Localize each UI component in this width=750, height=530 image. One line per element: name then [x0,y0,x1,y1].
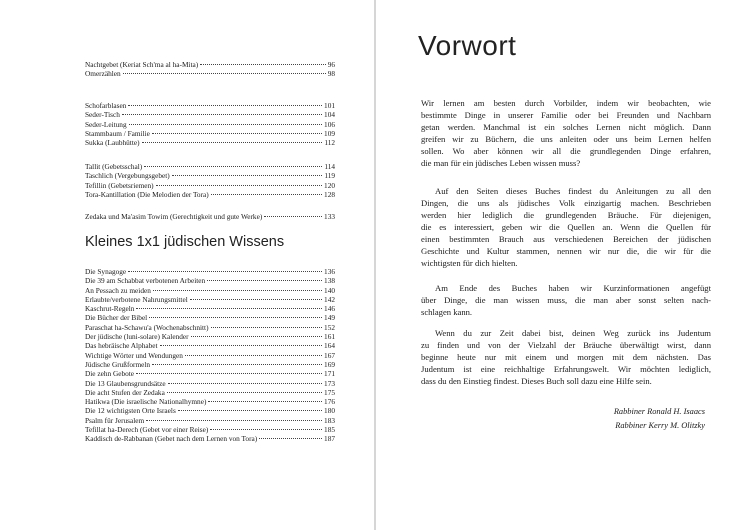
toc-entry-title: Die acht Stufen der Zedaka [85,387,165,397]
toc-entry [85,379,335,388]
toc-entry-title: Tora-Kantillation (Die Melodien der Tora) [85,189,209,199]
toc-entry [85,341,335,350]
toc-entry [85,276,335,285]
foreword-line: sollen. Wo aber können wir all die grundlegenden Dinge erfahren, [421,146,711,156]
toc-entry-page: 171 [324,369,335,379]
toc-entry-title: Der jüdische (luni-solare) Kalender [85,332,189,342]
toc-entry [85,425,335,434]
toc-dot-leader [129,124,322,125]
toc-group-2 [85,101,335,147]
toc-dot-leader [210,429,322,430]
toc-dot-leader [152,133,322,134]
toc-dot-leader [211,327,323,328]
toc-group-4 [85,212,335,221]
toc-entry-title: Sukka (Laubhütte) [85,138,140,148]
toc-entry [85,171,335,180]
foreword-line: bestimmte Dinge in unserer Familie oder bei Freunden und Nachbarn [421,110,711,120]
toc-entry [85,434,335,443]
toc-entry [85,304,335,313]
toc-entry-page: 142 [324,294,335,304]
foreword-line: Auf den Seiten dieses Buches findest du Anleitungen zu all den [435,186,711,196]
toc-dot-leader [259,438,322,439]
toc-entry-title: Schofarblasen [85,101,127,110]
toc-group-1 [85,60,335,79]
toc-dot-leader [264,216,322,217]
toc-entry [85,351,335,360]
toc-dot-leader [160,345,323,346]
toc-entry-page: 173 [324,378,335,388]
toc-dot-leader [144,166,322,167]
toc-entry-page: 149 [324,313,335,323]
toc-entry [85,360,335,369]
toc-entry [85,101,335,110]
toc-entry-page: 161 [324,332,335,342]
toc-dot-leader [128,105,322,106]
toc-entry-page: 164 [324,341,335,351]
toc-entry-page: 152 [324,322,335,332]
toc-dot-leader [142,142,323,143]
toc-dot-leader [128,271,322,272]
foreword-line: Am Ende des Buches haben wir Kurzinformationen angefügt [435,283,711,293]
toc-dot-leader [191,336,323,337]
toc-entry-page: 146 [324,304,335,314]
toc-entry-title: Die 13 Glaubensgrundsätze [85,378,166,388]
foreword-line: einen bestimmten Brauch aus verschiedenen Bereichen der jüdischen [421,234,711,244]
left-page-contents [0,0,374,530]
toc-entry-title: Die 12 wichtigsten Orte Israels [85,406,176,416]
toc-entry-title: Seder-Leitung [85,119,127,129]
toc-section-list [85,267,335,444]
toc-entry-title: Erlaubte/verbotene Nahrungsmittel [85,294,188,304]
toc-entry [85,416,335,425]
toc-entry-title: Kaschrut-Regeln [85,304,135,314]
toc-entry-page: 176 [324,397,335,407]
toc-entry-page: 167 [324,350,335,360]
toc-entry-page: 138 [324,276,335,286]
toc-dot-leader [122,114,322,115]
toc-entry [85,162,335,171]
toc-dot-leader [156,185,322,186]
foreword-paragraph [421,185,711,269]
foreword-line: Wenn du zur Zeit dabei bist, deinen Weg zurück ins Judentum [435,328,711,338]
toc-entry [85,267,335,276]
toc-dot-leader [211,194,322,195]
section-title: Kleines 1x1 jüdischen Wissens [85,234,285,250]
foreword-line: Geschichte und Kultur stammen, nennen wir nur die, die wir für die [421,246,711,256]
toc-entry [85,388,335,397]
foreword-line: Dingen, die uns als jüdisches Volk einzigartig machen. Beschrieben [421,198,711,208]
toc-entry [85,138,335,147]
toc-dot-leader [149,317,322,318]
toc-entry-title: Die zehn Gebote [85,369,135,379]
toc-entry-page: 109 [324,128,335,138]
toc-entry-title: Tefillat ha-Derech (Gebet vor einer Reise) [85,425,209,435]
toc-entry-title: Stammbaum / Familie [85,128,150,138]
toc-entry [85,181,335,190]
foreword-line: dass du den Einstieg findest. Dieses Buch soll dazu eine Hilfe sein. [421,376,652,386]
toc-entry [85,323,335,332]
toc-entry-title: An Pessach zu meiden [85,285,151,295]
toc-entry-page: 180 [324,406,335,416]
foreword-line: Wir lernen am besten durch Vorbilder, indem wir beobachten, wie [421,98,711,108]
toc-entry [85,69,335,78]
foreword-line: greifen wir zu Büchern, die uns anleiten oder uns beim Lernen helfen [421,134,711,144]
foreword-line: beginne heute nur mit einem und morgen mit dem nächsten. Das [421,352,711,362]
toc-entry [85,369,335,378]
toc-entry-page: 120 [324,180,335,190]
toc-entry-page: 175 [324,387,335,397]
foreword-line: die es interessiert, geben wir die Quellen an. Wenn die Quellen für [421,222,711,232]
toc-dot-leader [178,410,322,411]
toc-entry-title: Die 39 am Schabbat verbotenen Arbeiten [85,276,206,286]
toc-entry [85,332,335,341]
toc-entry-title: Seder-Tisch [85,110,120,120]
toc-entry-title: Tefillin (Gebetsriemen) [85,180,154,190]
foreword-line: die man für ein jüdisches Leben wissen muss? [421,158,581,168]
toc-entry-page: 114 [324,162,335,171]
toc-entry [85,212,335,221]
toc-dot-leader [172,175,323,176]
foreword-paragraph [421,327,711,387]
toc-entry-title: Die Synagoge [85,267,127,276]
toc-dot-leader [146,420,322,421]
toc-dot-leader [123,73,326,74]
foreword-paragraph [421,97,711,169]
toc-entry [85,397,335,406]
foreword-title: Vorwort [418,30,517,61]
toc-dot-leader [207,280,322,281]
foreword-line: werden hier lediglich die grundlegenden Bräuche. Für diejenigen, [421,210,711,220]
toc-dot-leader [168,383,322,384]
toc-dot-leader [136,308,322,309]
toc-entry-page: 185 [324,425,335,435]
toc-entry [85,60,335,69]
toc-dot-leader [200,64,326,65]
toc-entry-page: 136 [324,267,335,276]
toc-entry [85,406,335,415]
toc-dot-leader [185,355,322,356]
foreword-line: zu finden und von der Vielzahl der Bräuche überwältigt wirst, dann [421,340,711,350]
toc-dot-leader [208,401,322,402]
toc-entry [85,313,335,322]
toc-entry [85,110,335,119]
foreword-paragraph [421,282,711,318]
toc-entry-page: 101 [324,101,335,110]
toc-entry-page: 128 [324,189,335,199]
toc-entry-page: 133 [324,212,335,221]
right-page-foreword [376,0,750,530]
foreword-line: schlagen kann. [421,307,473,317]
toc-entry-title: Tallit (Gebetsschal) [85,162,143,171]
toc-entry-page: 112 [324,138,335,148]
toc-entry [85,295,335,304]
toc-entry-page: 119 [324,171,335,181]
toc-entry-page: 96 [327,60,335,69]
toc-entry-title: Die Bücher der Bibel [85,313,148,323]
toc-group-3 [85,162,335,199]
toc-entry-title: Omerzählen [85,69,121,79]
toc-entry-page: 104 [324,110,335,120]
toc-entry-title: Taschlich (Vergebungsgebet) [85,171,170,181]
toc-entry [85,120,335,129]
foreword-line: getan werden. Manchmal ist ein solches Lernen nicht möglich. Dann [421,122,711,132]
toc-entry [85,129,335,138]
toc-entry-page: 98 [327,69,335,79]
toc-entry-title: Jüdische Grußformeln [85,359,151,369]
foreword-line: Judentum ist eine reichhaltige Erfahrungswelt. Wir möchten lediglich, [421,364,711,374]
toc-entry-title: Hatikwa (Die israelische Nationalhymne) [85,397,207,407]
toc-entry-page: 169 [324,359,335,369]
toc-dot-leader [152,364,322,365]
toc-dot-leader [153,290,322,291]
toc-entry-page: 140 [324,285,335,295]
signature-2: Rabbiner Kerry M. Olitzky [615,421,705,430]
foreword-line: wichtigsten für dich hielten. [421,258,518,268]
toc-entry-title: Kaddisch de-Rabbanan (Gebet nach dem Lernen von Tora) [85,434,258,444]
toc-entry-title: Nachtgebet (Keriat Sch'ma al ha-Mita) [85,60,199,69]
toc-dot-leader [190,299,322,300]
toc-dot-leader [136,373,322,374]
signature-1: Rabbiner Ronald H. Isaacs [613,407,705,416]
toc-entry-title: Zedaka und Ma'asim Towim (Gerechtigkeit und gute Werke) [85,212,263,221]
toc-entry-page: 106 [324,119,335,129]
toc-entry [85,286,335,295]
toc-dot-leader [167,392,322,393]
toc-entry-title: Paraschat ha-Schawu'a (Wochenabschnitt) [85,322,209,332]
toc-entry-page: 183 [324,415,335,425]
toc-entry [85,190,335,199]
toc-entry-title: Das hebräische Alphabet [85,341,158,351]
toc-entry-title: Wichtige Wörter und Wendungen [85,350,183,360]
toc-entry-page: 187 [324,434,335,444]
foreword-line: über Dinge, die man wissen muss, die man aber sonst selten nach- [421,295,711,305]
toc-entry-title: Psalm für Jerusalem [85,415,145,425]
